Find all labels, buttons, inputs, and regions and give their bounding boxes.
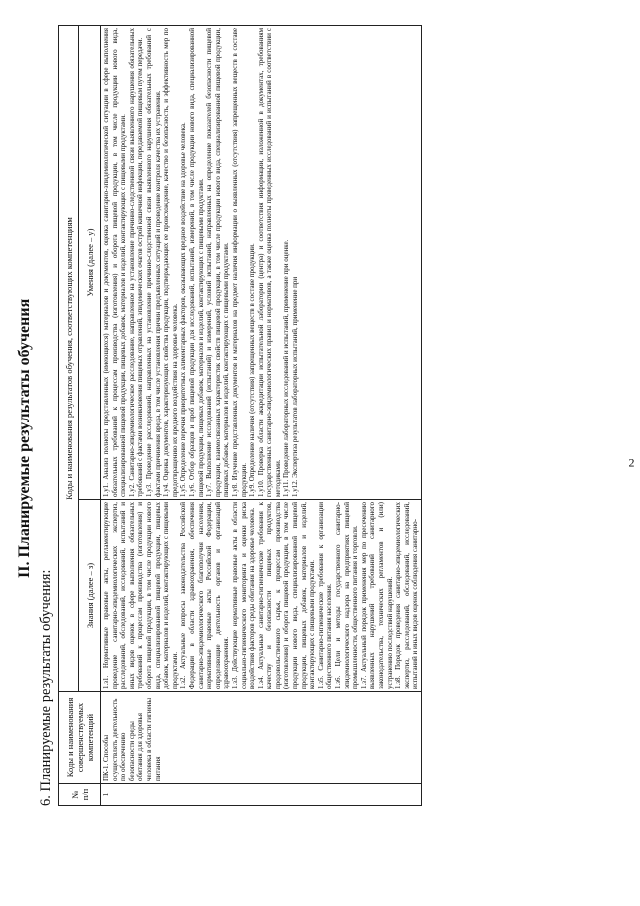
knowledge-item: 1.з4. Актуальные санитарно-гигиенические требования к качеству и безопасности пищевых продуктов, продовольственного сырья, к процессам производства (изготовления) и оборота пищевой продукции, в том числе продукции нового вида, специализированной пищевой продукции, пищевых добавок, материалов и изделий, контактирующих с пищевыми продуктами. — [256, 502, 317, 689]
skill-item: 1.у11. Проведение лабораторных исследований и испытаний, применение при оценке. — [282, 239, 291, 497]
skill-item: 1.у4. Оценка документов, характеризующих свойства продукции, подтверждающих ее происхождение, качество и безопасность, и эффективность мер по предотвращению их вредного воздействия на здоровье человека. — [162, 27, 179, 497]
knowledge-item: 1.з5. Санитарно-гигиенические требования к организации общественного питания населения. — [316, 502, 334, 689]
knowledge-item: 1.з7. Актуальный порядок применения мер по пресечению выявленных нарушений требований санитарного законодательства, технических регламентов и (или) устранению последствий нарушений. — [359, 502, 394, 689]
competence-cell: ПК-1. Способы осуществлять деятельность по обеспечению безопасности среды обитания для здоровья человека в области гигиены питания — [101, 692, 422, 784]
skill-item: 1.у9. Определение наличия (отсутствия) запрещенных веществ в составе продукции. — [248, 243, 257, 497]
section-title: II. Планируемые результаты обучения — [16, 298, 33, 578]
row-number: 1 — [101, 784, 422, 806]
skills-cell — [101, 25, 422, 499]
header-num: № п/п — [59, 784, 101, 806]
header-competence: Коды и наименования совершенствуемых компетенций — [59, 692, 101, 784]
subsection-title: 6. Планируемые результаты обучения: — [38, 569, 54, 806]
skill-item: 1.у6. Отбор образцов и проб пищевой продукции для исследований, испытаний, измерений, в том числе продукции нового вида, специализированной пищевой продукции, пищевых добавок, материалов и изделий, контактирующих с пищевыми продуктами. — [187, 27, 205, 497]
skill-item: 1.у5. Определение перечня приоритетных алиментарных факторов, оказывающих вредное воздействие на здоровье человека. — [179, 122, 188, 497]
knowledge-item: 1.з3. Действующие нормативные правовые акты в области социально-гигиенического мониторинга и оценки риска воздействия факторов среды обитания на здоровье человека. — [230, 502, 257, 689]
skill-item: 1.у3. Проведение расследований, направленных на установление причинно-следственной связи выявленного нарушения обязательных требований с фактами причинения вреда, в том числе установления причин предъявленных ситуаций и проведение контроля качества их устранения. — [144, 27, 162, 497]
header-knowledge: Знания (далее – з) — [79, 500, 101, 692]
page-number: 2 — [628, 455, 635, 470]
skill-item: 1.у7. Выполнение исследований (испытаний) и измерений, условий испытаний, направленных на определение показателей безопасности пищевой продукции, взаимосвязанных характеристик свойств пищевой продукции, в том числе продукции нового вида, специализированной пищевой продукции, пищевых добавок, материалов и изделий, контактирующих с пищевыми продуктами. — [205, 27, 231, 497]
header-results-group: Коды и наименования результатов обучения, соответствующих компетенциям — [59, 25, 79, 691]
results-table — [58, 25, 422, 806]
skill-item: 1.у12. Экспертиза результатов лабораторных испытаний, применение при — [291, 276, 300, 497]
skill-item: 1.у1. Анализ полноты представленных (имеющихся) материалов и документов, оценка санитарно-эпидемиологической ситуации в сфере выполнения обязательных требований к процессам производства (изготовления) и оборота пищевой продукции, в том числе продукции нового вида, специализированной пищевой продукции, пищевых добавок, материалов и изделий, контактирующих с пищевыми продуктами. — [102, 27, 128, 497]
knowledge-item: 1.з2. Актуальные вопросы законодательства Российской Федерации в области здравоохранения, обеспечения санитарно-эпидемиологического благополучия населения, нормативные правовые акты Российской Федерации, определяющие деятельность органов и организаций здравоохранения. — [179, 502, 231, 689]
skill-item: 1.у2. Санитарно-эпидемиологическое расследование, направленное на установление причинно-следственной связи выявленного нарушения обязательных требований с фактами возникновения пищевых отравлений, эпидемических очагов острой кишечной инфекции, передаваемой пищевым путем передачи. — [127, 27, 145, 497]
header-skills: Умения (далее – у) — [79, 25, 101, 499]
skill-item: 1.у10. Проверка области аккредитации испытательной лаборатории (центра) и соответствия информации, изложенной в документах, требованиям государственных санитарно-эпидемиологических правил и нормативов, а также оценка полноты проведенных исследований и испытаний в соответствии с методиками. — [256, 27, 282, 497]
knowledge-item: 1.з8. Порядок проведения санитарно-эпидемиологических экспертиз, расследований, обследований, исследований, испытаний и иных видов оценок соблюдения санитарно- — [394, 502, 420, 689]
skill-item: 1.у8. Изучение представленных документов и материалов на предмет наличия информации о выявленных (отсутствия) запрещенных веществ в составе продукции. — [230, 27, 248, 497]
knowledge-cell — [101, 500, 422, 692]
knowledge-item: 1.з1. Нормативные правовые акты, регламентирующие проведение санитарно-эпидемиологических экспертиз, расследований, обследований, исследований, испытаний и иных видов оценок в сфере выполнения обязательных требований к процессам производства (изготовления) и оборота пищевой продукции, в том числе продукции нового вида, специализированной пищевой продукции, пищевых добавок, материалов и изделий, контактирующих с пищевыми продуктами. — [102, 502, 179, 689]
knowledge-item: 1.з6. Цели и методы государственного санитарно-эпидемиологического надзора на предприятиях пищевой промышленности, общественного питания и торговли. — [334, 502, 360, 689]
